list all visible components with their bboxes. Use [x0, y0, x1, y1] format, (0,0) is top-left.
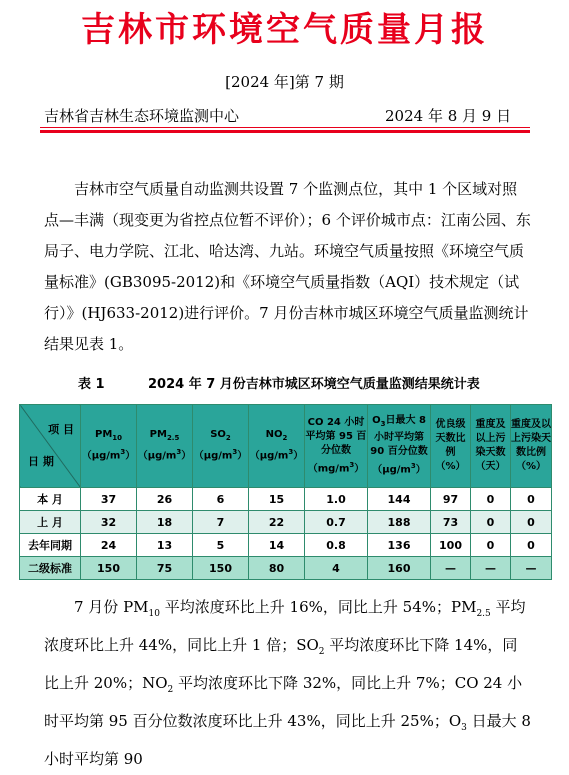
header-heavy_ratio-text: 重度及以上污染天数比例	[511, 419, 551, 458]
table-row	[20, 534, 552, 557]
table-cell: 32	[81, 511, 137, 534]
row-label: 本 月	[20, 488, 81, 511]
table-cell: 100	[431, 534, 471, 557]
table-cell: —	[431, 557, 471, 580]
header-so2-base: SO	[210, 429, 226, 441]
table-cell: 150	[193, 557, 249, 580]
table-corner-cell	[20, 405, 81, 488]
corner-date-label: 日 期	[28, 455, 54, 468]
table-cell: 4	[305, 557, 368, 580]
table-cell: 22	[249, 511, 305, 534]
header-co-unit-sup: 3	[349, 460, 355, 469]
header-pm10-base: PM	[94, 429, 113, 441]
table-cell: 0	[471, 511, 511, 534]
table-cell: 0.7	[305, 511, 368, 534]
header-co-unit: （mg/m	[307, 463, 350, 475]
table-cell: 73	[431, 511, 471, 534]
header-rule-thick	[40, 130, 530, 133]
table-cell: 15	[249, 488, 305, 511]
header-no2-unit-end: ）	[293, 450, 304, 462]
table-cell: 150	[81, 557, 137, 580]
table-cell: 75	[137, 557, 193, 580]
header-o3-text: 日最大 8 小时平均第 90 百分位数	[370, 415, 428, 458]
header-so2-unit-sup: 3	[232, 448, 238, 457]
table-row	[20, 511, 552, 534]
table-cell: 80	[249, 557, 305, 580]
table-cell: 0	[471, 488, 511, 511]
table-row	[20, 488, 552, 511]
table-cell: 7	[193, 511, 249, 534]
header-pm10-unit: （μg/m	[81, 450, 121, 462]
header-co-text: CO 24 小时平均第 95 百分位数	[305, 416, 367, 456]
table-cell: —	[471, 557, 511, 580]
header-pm10	[81, 405, 137, 488]
table-cell: 24	[81, 534, 137, 557]
summary-paragraph: 7 月份 $PM_{10}$ 平均浓度环比上升 16%，同比上升 54%；$PM_{2.5}$ 平均浓度环比上升 44%，同比上升 1 倍；$SO_2$ 平均浓度环比下降 14%，同比上升 20%；$NO_2$ 平均浓度环比下降 32%，同比上升 7%；CO 24 小时平均第 95 百分位数浓度环比上升 43%，同比上升 25%；$O_3$ 日最大 8 小时平均第 90	[44, 598, 531, 768]
header-so2-sub: 2	[225, 434, 231, 443]
header-pm25-unit-end: ）	[181, 450, 192, 462]
table-cell: 0	[511, 511, 552, 534]
table-cell: 0.8	[305, 534, 368, 557]
table-cell: 26	[137, 488, 193, 511]
row-label: 去年同期	[20, 534, 81, 557]
table-caption-number: 表 1	[78, 377, 105, 392]
header-co	[305, 405, 368, 488]
table-cell: 0	[511, 488, 552, 511]
report-title: 吉林市环境空气质量月报	[81, 10, 488, 50]
table-caption	[40, 376, 550, 394]
table-cell: 0	[511, 534, 552, 557]
table-cell: 1.0	[305, 488, 368, 511]
table-cell: 5	[193, 534, 249, 557]
header-o3-sub: 3	[380, 420, 386, 429]
header-heavy_days	[471, 405, 511, 488]
row-label: 二级标准	[20, 557, 81, 580]
header-pm10-sub: 10	[112, 434, 123, 443]
table-cell: 14	[249, 534, 305, 557]
table-caption-text: 2024 年 7 月份吉林市城区环境空气质量监测结果统计表	[148, 377, 480, 392]
table-row	[20, 557, 552, 580]
header-heavy_ratio-unit: （%）	[515, 461, 547, 472]
header-pm25-unit: （μg/m	[137, 450, 177, 462]
header-pm25	[137, 405, 193, 488]
header-pm10-unit-end: ）	[125, 450, 136, 462]
header-heavy_days-unit: （天）	[475, 461, 506, 472]
header-no2-unit-sup: 3	[288, 448, 294, 457]
table-cell: 6	[193, 488, 249, 511]
header-so2-unit: （μg/m	[193, 450, 233, 462]
header-co-unit-end: ）	[354, 463, 365, 475]
header-no2-base: NO	[265, 429, 283, 441]
header-pm25-base: PM	[149, 429, 167, 441]
header-heavy_days-text: 重度及以上污染天数	[475, 419, 506, 458]
header-no2	[249, 405, 305, 488]
table-cell: 37	[81, 488, 137, 511]
header-good	[431, 405, 471, 488]
header-no2-unit: （μg/m	[249, 450, 289, 462]
header-pm10-unit-sup: 3	[120, 448, 126, 457]
header-o3-base: O	[372, 415, 381, 427]
header-no2-sub: 2	[282, 434, 288, 443]
header-so2-unit-end: ）	[237, 450, 248, 462]
table-cell: —	[511, 557, 552, 580]
issue-number: [2024 年]第 7 期	[225, 73, 344, 91]
header-o3-unit: （μg/m	[372, 464, 411, 476]
header-heavy_ratio	[511, 405, 552, 488]
table-cell: 144	[368, 488, 431, 511]
header-pm25-unit-sup: 3	[176, 448, 182, 457]
table-cell: 13	[137, 534, 193, 557]
corner-item-label: 项 目	[48, 423, 74, 436]
table-body	[20, 488, 552, 580]
header-rule-thin	[40, 127, 530, 128]
header-o3-unit-end: ）	[415, 464, 426, 476]
intro-paragraph: 吉林市空气质量自动监测共设置 7 个监测点位，其中 1 个区域对照点—丰满（现变更为省控点位暂不评价）；6 个评价城市点：江南公园、东局子、电力学院、江北、哈达湾、九站。环境空气质量按照《环境空气质量标准》(GB3095-2012)和《环境空气质量指数（AQI）技术规定（试行）》(HJ633-2012)进行评价。7 月份吉林市城区环境空气质量监测统计结果见表 1。	[44, 180, 531, 353]
table-cell: 136	[368, 534, 431, 557]
header-so2	[193, 405, 249, 488]
table-cell: 0	[471, 534, 511, 557]
issuing-organization: 吉林省吉林生态环境监测中心	[44, 107, 240, 125]
row-label: 上 月	[20, 511, 81, 534]
table-header-row	[20, 405, 552, 488]
header-o3-unit-sup: 3	[410, 462, 416, 471]
table-cell: 188	[368, 511, 431, 534]
header-good-unit: （%）	[435, 461, 466, 472]
air-quality-table	[19, 404, 552, 580]
table-cell: 97	[431, 488, 471, 511]
table-cell: 18	[137, 511, 193, 534]
table-cell: 160	[368, 557, 431, 580]
issue-date: 2024 年 8 月 9 日	[385, 107, 512, 125]
header-o3	[368, 405, 431, 488]
header-good-text: 优良级天数比例	[435, 419, 466, 458]
header-pm25-sub: 2.5	[166, 434, 180, 443]
